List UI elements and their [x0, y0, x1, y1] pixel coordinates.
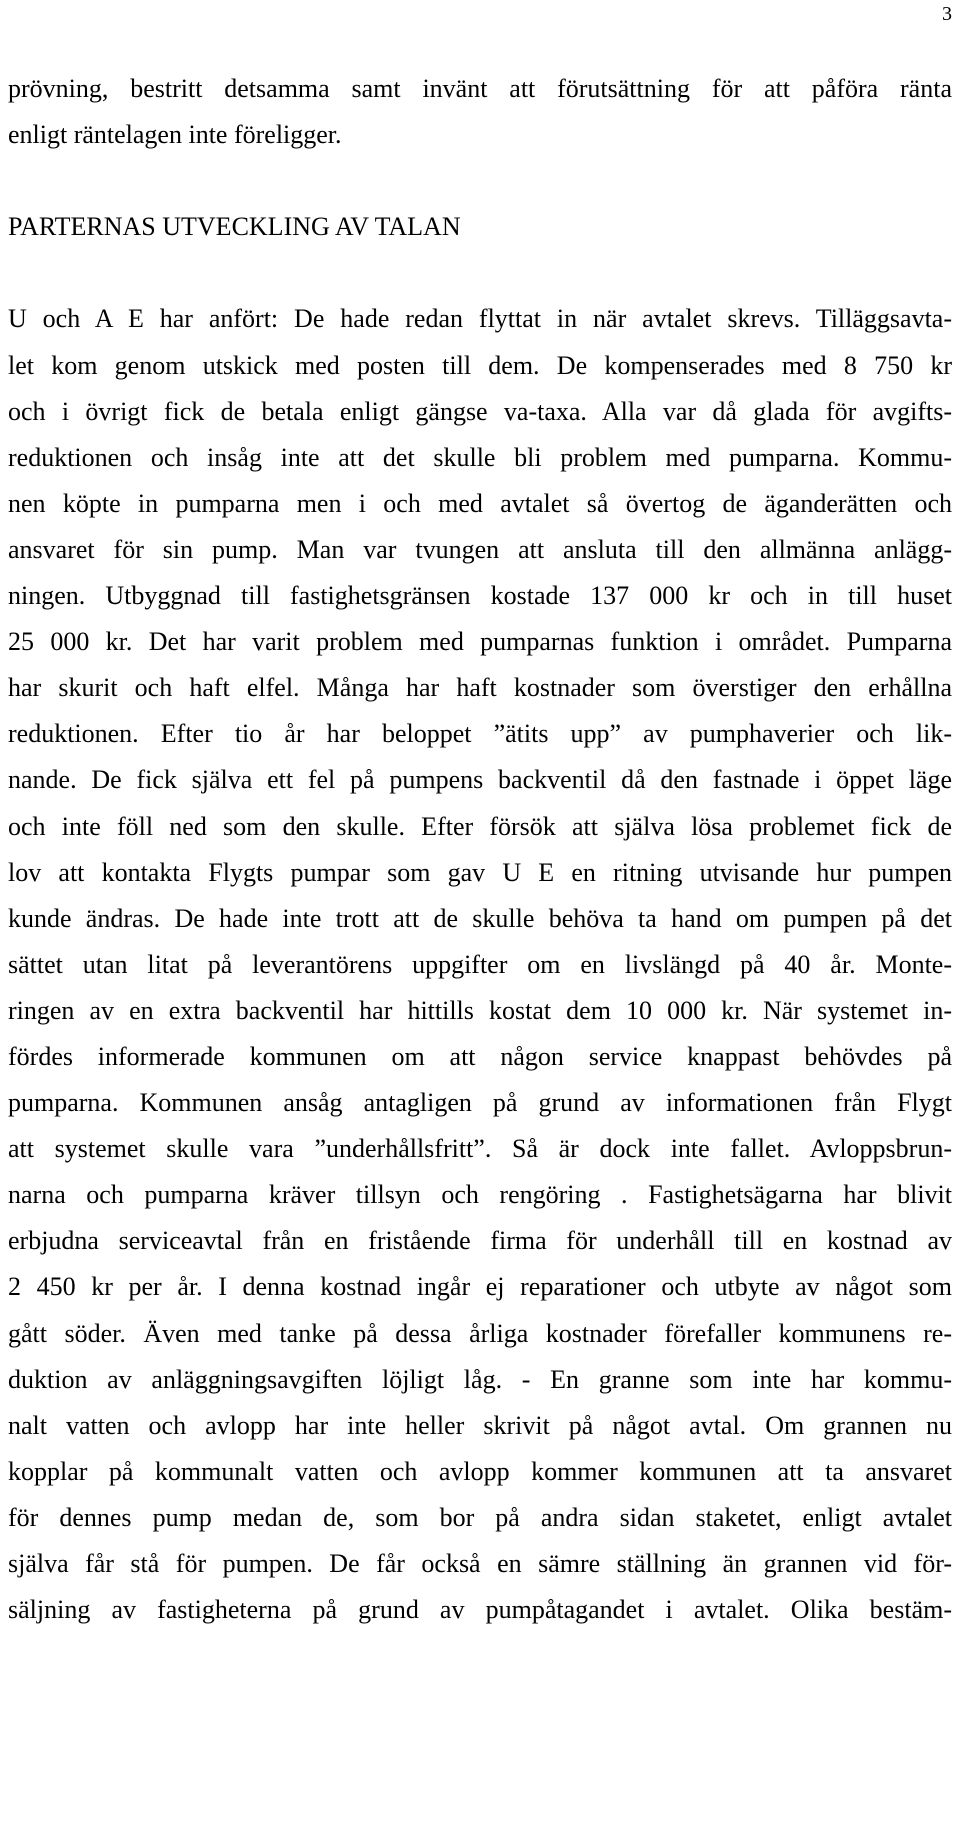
text-line: för dennes pump medan de, som bor på andra sidan staketet, enligt avtalet — [8, 1502, 952, 1532]
text-line: narna och pumparna kräver tillsyn och rengöring . Fastighetsägarna har blivit — [8, 1180, 952, 1210]
text-line: U och A E har anfört: De hade redan flyttat in när avtalet skrevs. Tilläggsavta- — [8, 304, 952, 334]
section-heading: PARTERNAS UTVECKLING AV TALAN — [8, 212, 461, 242]
text-line: let kom genom utskick med posten till dem. De kompenserades med 8 750 kr — [8, 350, 952, 380]
document-body — [8, 66, 952, 1633]
text-line: duktion av anläggningsavgiften löjligt låg. - En granne som inte har kommu- — [8, 1364, 952, 1394]
text-line: fördes informerade kommunen om att någon service knappast behövdes på — [8, 1041, 952, 1071]
text-line: sättet utan litat på leverantörens uppgifter om en livslängd på 40 år. Monte- — [8, 949, 952, 979]
text-line: erbjudna serviceavtal från en fristående firma för underhåll till en kostnad av — [8, 1226, 952, 1256]
text-line: reduktionen och insåg inte att det skulle bli problem med pumparna. Kommu- — [8, 442, 952, 472]
page-number: 3 — [942, 3, 952, 25]
text-line: ringen av en extra backventil har hittills kostat dem 10 000 kr. När systemet in- — [8, 995, 952, 1025]
text-line: och inte föll ned som den skulle. Efter försök att själva lösa problemet fick de — [8, 811, 952, 841]
text-line: att systemet skulle vara ”underhållsfritt”. Så är dock inte fallet. Avloppsbrun- — [8, 1134, 952, 1164]
text-line: enligt räntelagen inte föreligger. — [8, 120, 342, 150]
paragraph-gap — [8, 158, 952, 204]
text-line: ansvaret för sin pump. Man var tvungen att ansluta till den allmänna anlägg- — [8, 534, 952, 564]
text-line: gått söder. Även med tanke på dessa årliga kostnader förefaller kommunens re- — [8, 1318, 952, 1348]
text-line: nen köpte in pumparna men i och med avtalet så övertog de äganderätten och — [8, 488, 952, 518]
text-line: 2 450 kr per år. I denna kostnad ingår ej reparationer och utbyte av något som — [8, 1272, 952, 1302]
text-line: reduktionen. Efter tio år har beloppet ”ätits upp” av pumphaverier och lik- — [8, 719, 952, 749]
text-line: säljning av fastigheterna på grund av pumpåtagandet i avtalet. Olika bestäm- — [8, 1595, 952, 1625]
text-line: ningen. Utbyggnad till fastighetsgränsen kostade 137 000 kr och in till huset — [8, 581, 952, 611]
text-line: pumparna. Kommunen ansåg antagligen på grund av informationen från Flygt — [8, 1088, 952, 1118]
text-line: har skurit och haft elfel. Många har haft kostnader som överstiger den erhållna — [8, 673, 952, 703]
text-line: nalt vatten och avlopp har inte heller skrivit på något avtal. Om grannen nu — [8, 1410, 952, 1440]
text-line: nande. De fick själva ett fel på pumpens backventil då den fastnade i öppet läge — [8, 765, 952, 795]
text-line: 25 000 kr. Det har varit problem med pumparnas funktion i området. Pumparna — [8, 627, 952, 657]
text-line: kopplar på kommunalt vatten och avlopp kommer kommunen att ta ansvaret — [8, 1456, 952, 1486]
paragraph-gap — [8, 250, 952, 296]
text-line: och i övrigt fick de betala enligt gängse va-taxa. Alla var då glada för avgifts- — [8, 396, 952, 426]
text-line: prövning, bestritt detsamma samt invänt att förutsättning för att påföra ränta — [8, 74, 952, 103]
text-line: själva får stå för pumpen. De får också en sämre ställning än grannen vid för- — [8, 1549, 952, 1578]
text-line: kunde ändras. De hade inte trott att de skulle behöva ta hand om pumpen på det — [8, 903, 952, 933]
text-line: lov att kontakta Flygts pumpar som gav U E en ritning utvisande hur pumpen — [8, 857, 952, 887]
